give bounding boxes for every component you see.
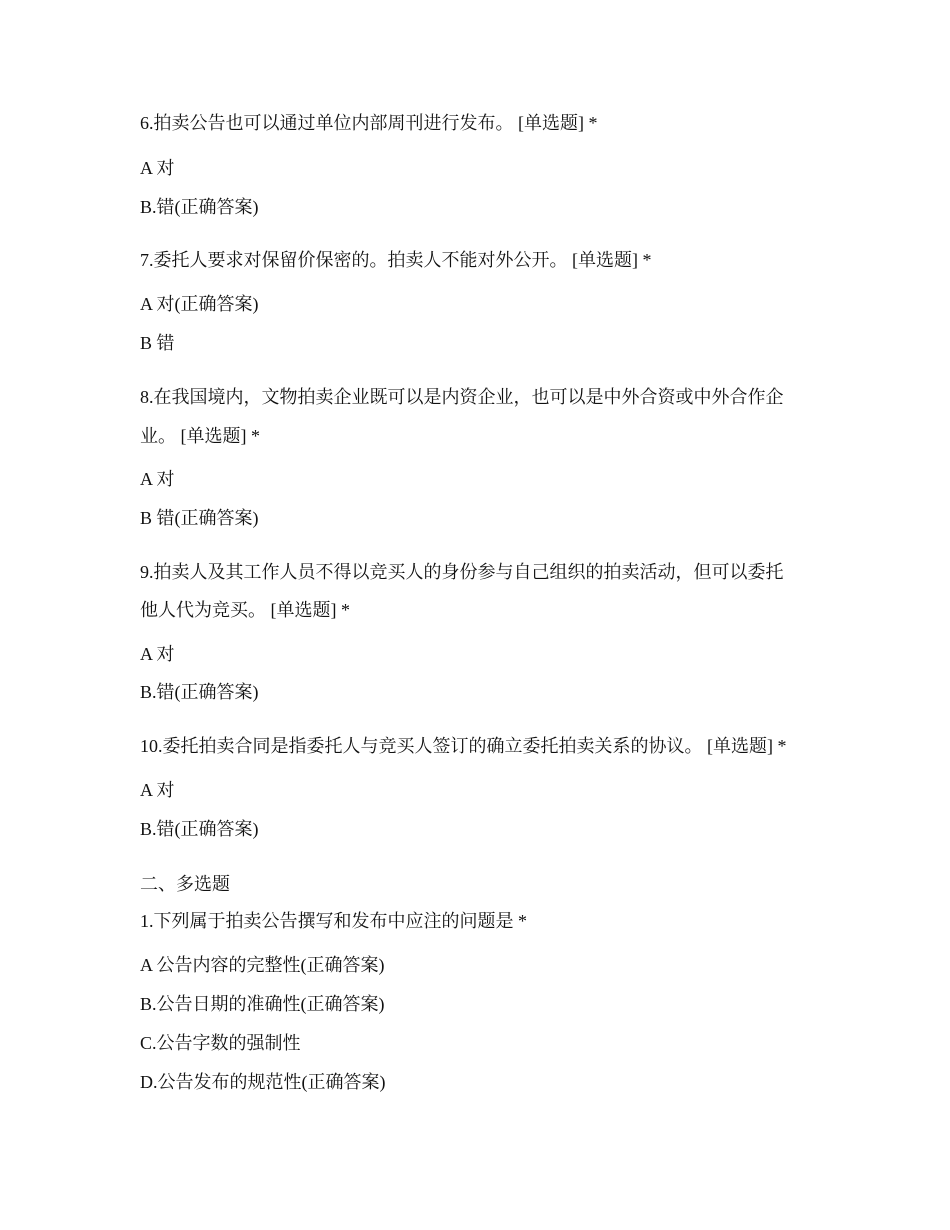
question-8-option-b: B 错(正确答案) [140, 508, 259, 528]
question-8-option-a: A 对 [140, 469, 175, 489]
question-10-option-b: B.错(正确答案) [140, 819, 259, 839]
question-9-stem-line-2: 他人代为竞买。 [单选题] * [140, 600, 350, 620]
question-9-stem-line-1: 9.拍卖人及其工作人员不得以竞买人的身份参与自己组织的拍卖活动，但可以委托 [140, 562, 784, 582]
question-6-stem: 6.拍卖公告也可以通过单位内部周刊进行发布。 [单选题] * [140, 113, 598, 133]
question-10-option-a: A 对 [140, 780, 175, 800]
section-title: 二、多选题 [140, 874, 230, 894]
question-7-option-b: B 错 [140, 333, 175, 353]
question-7-stem: 7.委托人要求对保留价保密的。拍卖人不能对外公开。 [单选题] * [140, 250, 652, 270]
mc-question-1-option-b: B.公告日期的准确性(正确答案) [140, 994, 385, 1014]
question-8-stem-line-1: 8.在我国境内，文物拍卖企业既可以是内资企业，也可以是中外合资或中外合作企 [140, 387, 784, 407]
question-8-stem-line-2: 业。 [单选题] * [140, 426, 260, 446]
mc-question-1-option-c: C.公告字数的强制性 [140, 1033, 301, 1053]
question-7-option-a: A 对(正确答案) [140, 294, 259, 314]
question-9-option-a: A 对 [140, 644, 175, 664]
question-6-option-a: A 对 [140, 158, 175, 178]
question-6-option-b: B.错(正确答案) [140, 197, 259, 217]
question-10-stem: 10.委托拍卖合同是指委托人与竞买人签订的确立委托拍卖关系的协议。 [单选题] * [140, 736, 787, 756]
question-9-option-b: B.错(正确答案) [140, 682, 259, 702]
mc-question-1-option-d: D.公告发布的规范性(正确答案) [140, 1072, 386, 1092]
mc-question-1-option-a: A 公告内容的完整性(正确答案) [140, 955, 385, 975]
mc-question-1-stem: 1.下列属于拍卖公告撰写和发布中应注的问题是 * [140, 911, 527, 931]
